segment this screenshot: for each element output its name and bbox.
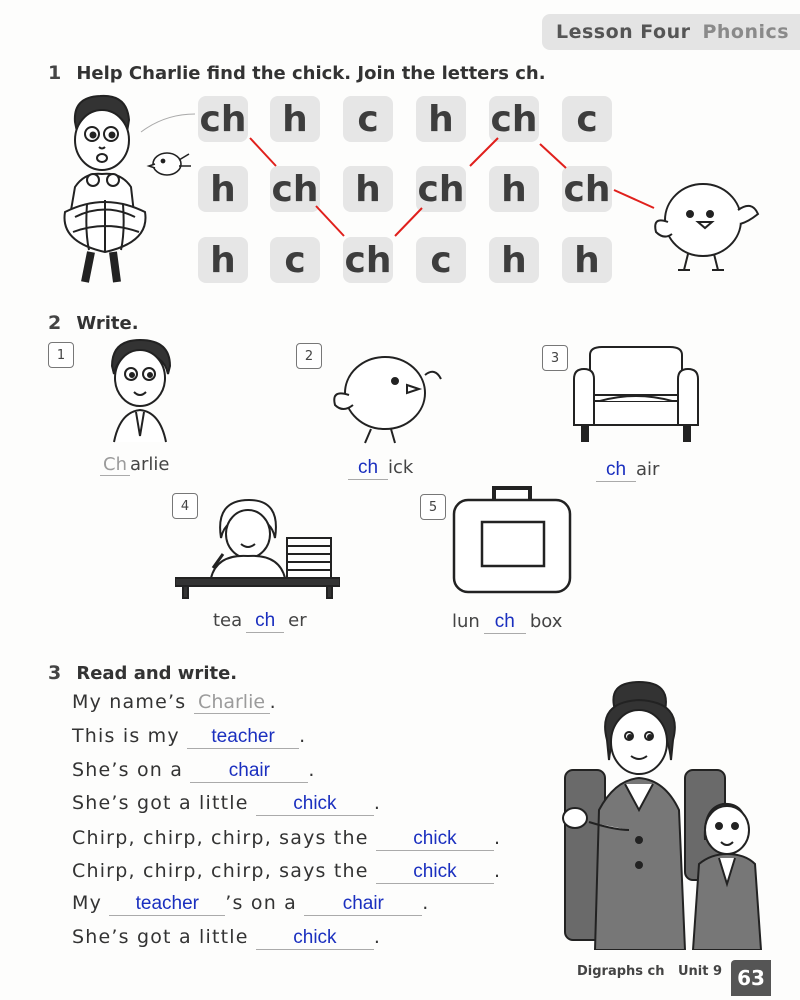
section1-title: Help Charlie find the chick. Join the letters ch. — [76, 63, 546, 84]
letter-tile: h — [562, 237, 612, 283]
letter-tile: ch — [343, 237, 393, 283]
sentence-line: She’s got a little chick . — [72, 926, 382, 948]
word-lunchbox: lun ch box — [452, 611, 563, 632]
letter-tile: ch — [270, 166, 320, 212]
section3-title: Read and write. — [76, 663, 238, 684]
chair-icon — [570, 345, 705, 445]
footer-unit: Unit 9 — [678, 964, 723, 979]
teacher-desk-icon — [175, 494, 340, 599]
sentence-line: My teacher ’s on a chair . — [72, 892, 430, 914]
lesson-label: Lesson Four — [556, 21, 691, 43]
sentence-line: She’s got a little chick . — [72, 792, 382, 814]
answer-blank[interactable]: ch — [596, 459, 636, 482]
answer-blank[interactable]: chick — [376, 828, 494, 851]
word-chick: ch ick — [348, 457, 413, 480]
letter-tile: h — [198, 166, 248, 212]
item-number-5: 5 — [420, 494, 446, 520]
letter-tile: ch — [562, 166, 612, 212]
answer-blank[interactable]: teacher — [187, 726, 299, 749]
word-charlie: Ch arlie — [100, 454, 170, 476]
letter-tile: h — [198, 237, 248, 283]
answer-blank[interactable]: chair — [304, 893, 422, 916]
letter-tile: h — [270, 96, 320, 142]
section3-number: 3 — [48, 662, 62, 684]
charlie-portrait — [100, 338, 180, 446]
letter-tile: h — [343, 166, 393, 212]
letter-tile: c — [562, 96, 612, 142]
item-number-1: 1 — [48, 342, 74, 368]
item-number-2: 2 — [296, 343, 322, 369]
answer-blank[interactable]: Charlie — [194, 691, 270, 714]
answer-blank[interactable]: Ch — [100, 454, 130, 476]
answer-blank[interactable]: chick — [256, 793, 374, 816]
answer-blank[interactable]: chick — [256, 927, 374, 950]
section2-title: Write. — [76, 313, 139, 334]
teacher-charlie-illustration — [555, 680, 775, 950]
answer-blank[interactable]: chair — [190, 760, 308, 783]
section1-number: 1 — [48, 62, 62, 84]
letter-tile: ch — [198, 96, 248, 142]
answer-blank[interactable]: teacher — [109, 893, 225, 916]
section3-heading — [48, 662, 237, 684]
answer-blank[interactable]: ch — [484, 611, 526, 634]
letter-tile: h — [489, 166, 539, 212]
answer-blank[interactable]: ch — [348, 457, 388, 480]
footer-topic: Digraphs ch — [577, 964, 665, 979]
letter-tile: ch — [489, 96, 539, 142]
section2-heading — [48, 312, 139, 334]
sentence-line: Chirp, chirp, chirp, says the chick . — [72, 827, 502, 849]
lunchbox-icon — [450, 484, 575, 596]
letter-tile: h — [416, 96, 466, 142]
letter-tile: h — [489, 237, 539, 283]
item-number-4: 4 — [172, 493, 198, 519]
sentence-line: My name’s Charlie . — [72, 691, 277, 713]
section2-number: 2 — [48, 312, 62, 334]
item-number-3: 3 — [542, 345, 568, 371]
answer-blank[interactable]: ch — [246, 610, 284, 633]
letter-tile: c — [343, 96, 393, 142]
sentence-line: This is my teacher . — [72, 725, 307, 747]
word-chair: ch air — [596, 459, 659, 482]
sentence-line: Chirp, chirp, chirp, says the chick . — [72, 860, 502, 882]
sentence-line: She’s on a chair . — [72, 759, 316, 781]
letter-tile: c — [416, 237, 466, 283]
word-teacher: tea ch er — [213, 610, 307, 631]
chick-icon — [325, 345, 445, 445]
answer-blank[interactable]: chick — [376, 861, 494, 884]
letter-tile: ch — [416, 166, 466, 212]
chick-illustration — [648, 170, 768, 280]
page-number: 63 — [731, 960, 771, 996]
subject-label: Phonics — [702, 21, 790, 43]
letter-tile: c — [270, 237, 320, 283]
